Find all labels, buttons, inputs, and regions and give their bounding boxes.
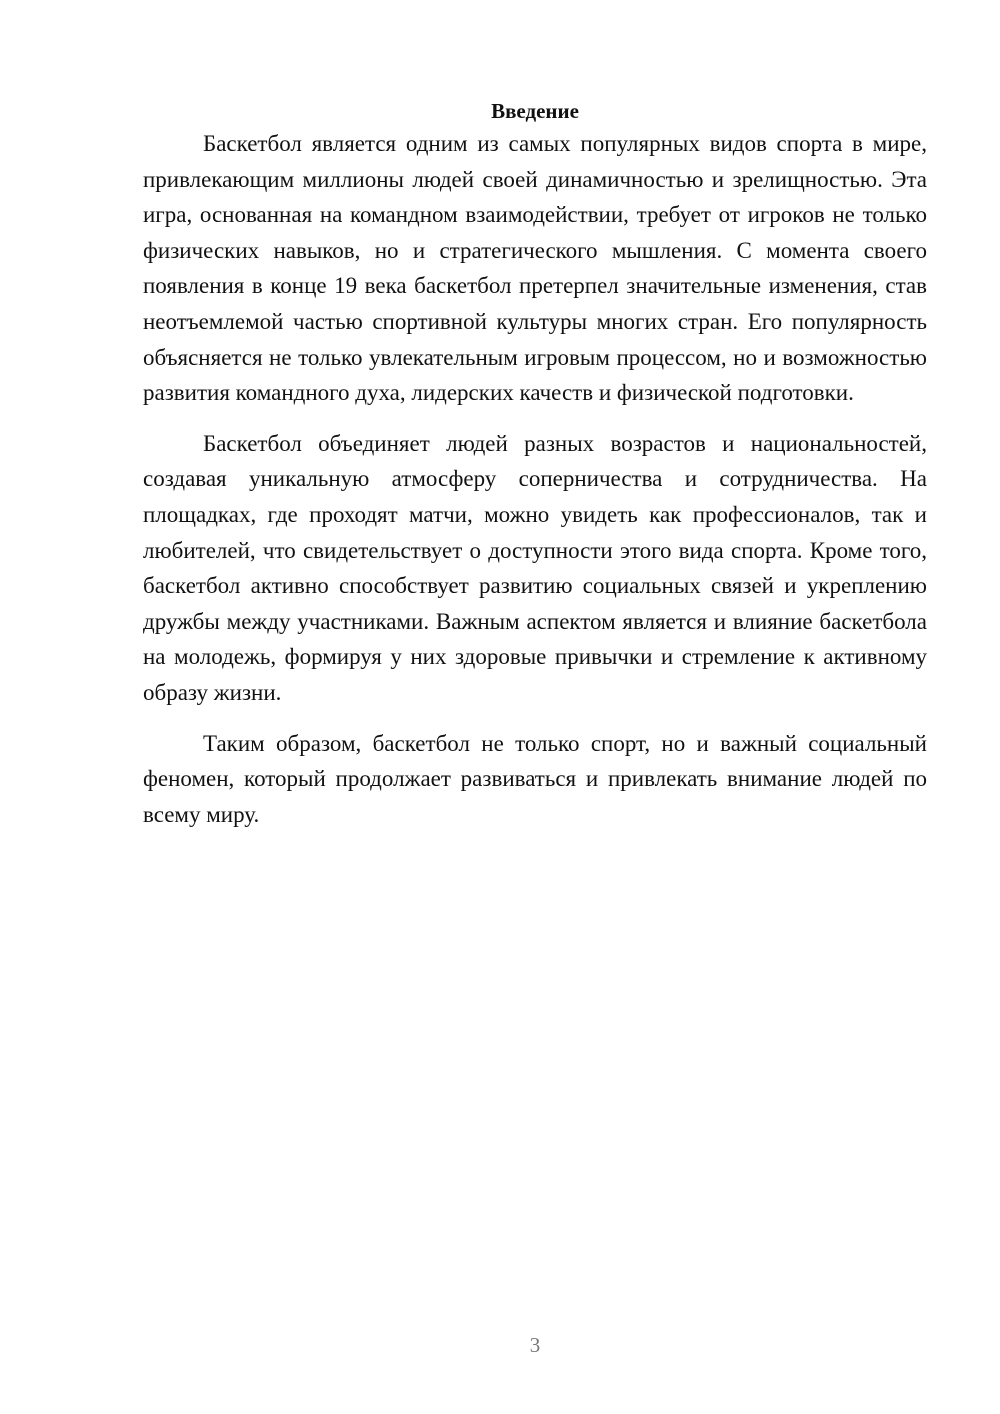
- section-title: Введение: [491, 99, 579, 123]
- paragraph-3: Таким образом, баскетбол не только спорт, но и важный социальный феномен, который продолжает развиваться и привлекать внимание людей по всему миру.: [143, 730, 927, 827]
- page-number: 3: [529, 1333, 541, 1357]
- paragraph-1: Баскетбол является одним из самых популярных видов спорта в мире, привлекающим миллионы людей своей динамичностью и зрелищностью. Эта игра, основанная на командном взаимодействии, требует от игроков не только физических навыков, но и стратегического мышления. С момента своего появления в конце 19 века баскетбол претерпел значительные изменения, став неотъемлемой частью спортивной культуры многих стран. Его популярность объясняется не только увлекательным игровым процессом, но и возможностью развития командного духа, лидерских качеств и физической подготовки.: [143, 131, 927, 406]
- page-content: [143, 96, 927, 832]
- paragraph-2: Баскетбол объединяет людей разных возрастов и национальностей, создавая уникальную атмосферу соперничества и сотрудничества. На площадках, где проходят матчи, можно увидеть как профессионалов, так и любителей, что свидетельствует о доступности этого вида спорта. Кроме того, баскетбол активно способствует развитию социальных связей и укреплению дружбы между участниками. Важным аспектом является и влияние баскетбола на молодежь, формируя у них здоровые привычки и стремление к активному образу жизни.: [143, 430, 927, 705]
